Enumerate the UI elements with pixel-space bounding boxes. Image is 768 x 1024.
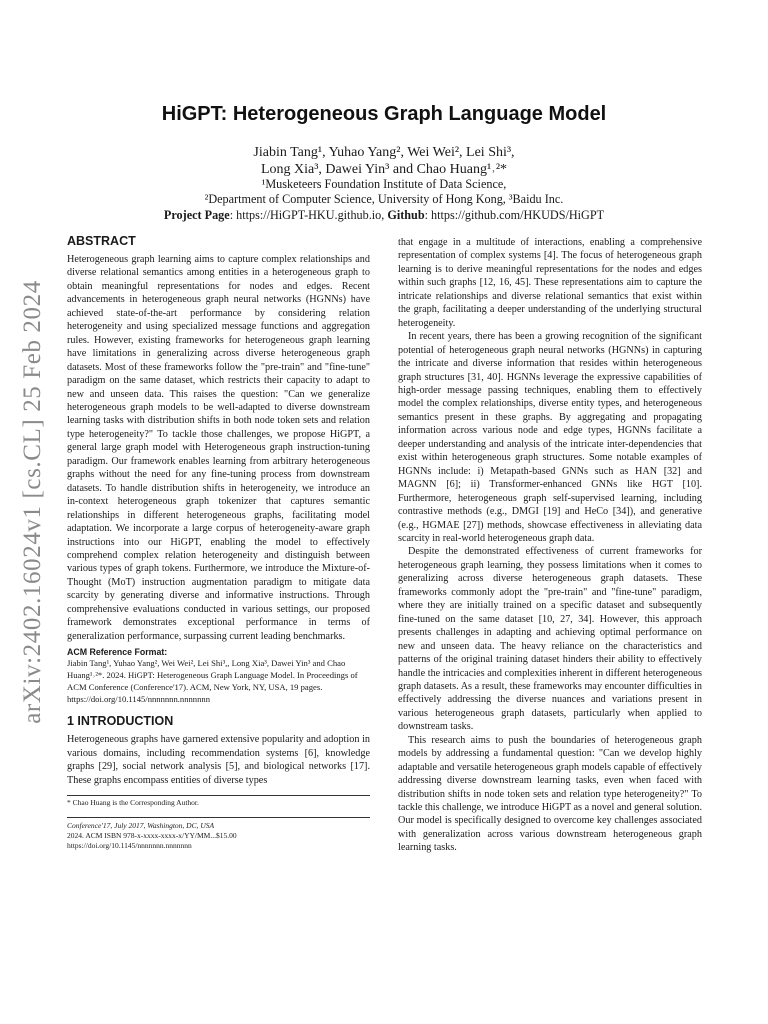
- corresponding-author-note: * Chao Huang is the Corresponding Author.: [67, 797, 199, 807]
- conference-info: Conference'17, July 2017, Washington, DC, USA: [67, 820, 215, 830]
- introduction-paragraph-1: Heterogeneous graphs have garnered extensive popularity and adoption in various domains, including recommendation systems [6], knowledge graphs [29], social network analysis [5], and biological networks [17]. These graphs encompass entities of diverse types: [67, 734, 370, 786]
- github-link[interactable]: : https://github.com/HKUDS/HiGPT: [424, 208, 605, 222]
- affiliations: [0, 177, 768, 207]
- footnote-rule-2: [67, 817, 370, 818]
- introduction-paragraph-2: In recent years, there has been a growing recognition of the significant potential of heterogeneous graph neural networks (HGNNs) in capturing the intricate and diverse information that resides within heterogeneous graph structures [31, 40]. HGNNs leverage the expressive capabilities of high-order message passing techniques, enabling them to effectively model the complex relationships, diverse entity types, and heterogeneous semantics present in these graphs. By aggregating and propagating information across various node and edge types, HGNNs facilitate a deeper understanding and analysis of the intricate inter-dependencies that exist within heterogeneous graph structures. Some notable examples of HGNNs include: i) Metapath-based GNNs such as HAN [32] and MAGNN [6]; ii) Transformer-enhanced GNNs like HGT [10]. Furthermore, heterogeneous graph self-supervised learning, including contrastive methods (e.g., DMGI [19] and HeCo [34]), and generative (e.g., HGMAE [27]) methods, showcase effectiveness in alleviating data scarcity in real-world heterogeneous graph data.: [398, 331, 702, 544]
- left-column: [67, 234, 370, 851]
- project-page-link[interactable]: : https://HiGPT-HKU.github.io,: [229, 208, 388, 222]
- abstract-text: Heterogeneous graph learning aims to capture complex relationships and diverse relational semantics among entities in a heterogeneous graph to obtain meaningful representations for nodes and edges. Recent advancements in heterogeneous graph neural networks (HGNNs) have achieved state-of-the-art performance by considering relation heterogeneity and using specialized message functions and aggregation rules. However, existing frameworks for heterogeneous graph learning have limitations in generalizing across diverse heterogeneous graph datasets. Most of these frameworks follow the "pre-train" and "fine-tune" paradigm on the same dataset, which restricts their capacity to adapt to new and unseen data. This raises the question: "Can we generalize heterogeneous graph models to be well-adapted to diverse downstream learning tasks with distribution shifts in both node token sets and relation type heterogeneity?" To tackle those challenges, we propose HiGPT, a general large graph model with Heterogeneous graph instruction-tuning paradigm. Our framework enables learning from arbitrary heterogeneous graphs without the need for any fine-tuning process from downstream datasets. To handle distribution shifts in heterogeneity, we introduce an in-context heterogeneous graph tokenizer that captures semantic relationships in different heterogeneous graphs, facilitating model adaptation. We incorporate a large corpus of heterogeneity-aware graph instructions into our HiGPT, enabling the model to effectively comprehend complex relation heterogeneity and distinguish between various types of graph tokens. Furthermore, we introduce the Mixture-of-Thought (MoT) instruction augmentation paradigm to mitigate data scarcity by generating diverse and informative instructions. Through comprehensive evaluations conducted in various settings, our proposed framework demonstrates exceptional performance in terms of generalization performance, surpassing current leading benchmarks.: [67, 254, 370, 642]
- introduction-paragraph-1-continued: that engage in a multitude of interactions, enabling a comprehensive representation of complex systems [4]. The focus of heterogeneous graph learning is to derive meaningful representations for the nodes and edges within such graphs [12, 16, 45]. These representations aim to capture the intricate relationships and diverse relational semantics that exist within the graph, facilitating a deeper understanding of the underlying structural heterogeneity.: [398, 237, 702, 329]
- acm-reference-heading: ACM Reference Format:: [67, 647, 168, 658]
- paper-title: HiGPT: Heterogeneous Graph Language Model: [161, 103, 607, 125]
- abstract-heading: ABSTRACT: [67, 234, 136, 248]
- arxiv-sidebar: [10, 262, 56, 742]
- introduction-heading: 1 INTRODUCTION: [67, 714, 174, 729]
- acm-reference-text: Jiabin Tang¹, Yuhao Yang², Wei Wei², Lei Shi³,, Long Xia³, Dawei Yin³ and Chao Huang¹˒²*. 2024. HiGPT: Heterogeneous Graph Language Model. In Proceedings of ACM Conference (Conference'17). ACM, New York, NY, USA, 19 pages. https://doi.org/10.1145/nnnnnnn.nnnnnnn: [67, 658, 358, 705]
- doi-info[interactable]: https://doi.org/10.1145/nnnnnnn.nnnnnnn: [67, 840, 192, 850]
- author-list: [0, 144, 768, 178]
- github-label: Github: [387, 208, 425, 222]
- introduction-paragraph-3: Despite the demonstrated effectiveness of current frameworks for heterogeneous graph learning, they possess limitations when it comes to generalizing across diverse heterogeneous graph datasets. These frameworks commonly adopt the "pre-train" and "fine-tune" paradigm, where they are initially trained on a specific dataset and subsequently fine-tuned on the same dataset [10, 27, 34]. However, this approach presents challenges in adapting and achieving optimal performance on new and unseen data. The heavy reliance on the characteristics and patterns of the original training dataset hinders their ability to effectively handle the intricacies and complexities inherent in different heterogeneous graph datasets. As a result, these frameworks may encounter difficulties in effectively addressing the diverse nuances and variations present in various heterogeneous graph datasets, particularly when applied to downstream tasks.: [398, 546, 702, 733]
- footnote-rule: [67, 795, 370, 796]
- arxiv-identifier: arXiv:2402.16024v1 [cs.CL] 25 Feb 2024: [19, 280, 46, 724]
- project-page-label: Project Page: [163, 208, 230, 222]
- project-links: [0, 208, 768, 223]
- authors-line-2: Long Xia³, Dawei Yin³ and Chao Huang¹˒²*: [260, 162, 508, 177]
- isbn-info: 2024. ACM ISBN 978-x-xxxx-xxxx-x/YY/MM...$15.00: [67, 830, 237, 840]
- affiliation-1: ¹Musketeers Foundation Institute of Data Science,: [261, 177, 507, 191]
- affiliation-2: ²Department of Computer Science, University of Hong Kong, ³Baidu Inc.: [204, 192, 564, 206]
- right-column: [398, 236, 702, 855]
- authors-line-1: Jiabin Tang¹, Yuhao Yang², Wei Wei², Lei Shi³,: [253, 145, 515, 160]
- introduction-paragraph-4: This research aims to push the boundaries of heterogeneous graph models by addressing a fundamental question: "Can we develop highly adaptable and versatile heterogeneous graph models capable of effectively addressing diverse downstream learning tasks, even when faced with distribution shifts in node token sets and relation type heterogeneity?" To tackle this challenge, we introduce HiGPT as a novel and general solution. Our model is specifically designed to overcome key challenges associated with generalization across various downstream heterogeneous graph learning tasks.: [398, 734, 702, 854]
